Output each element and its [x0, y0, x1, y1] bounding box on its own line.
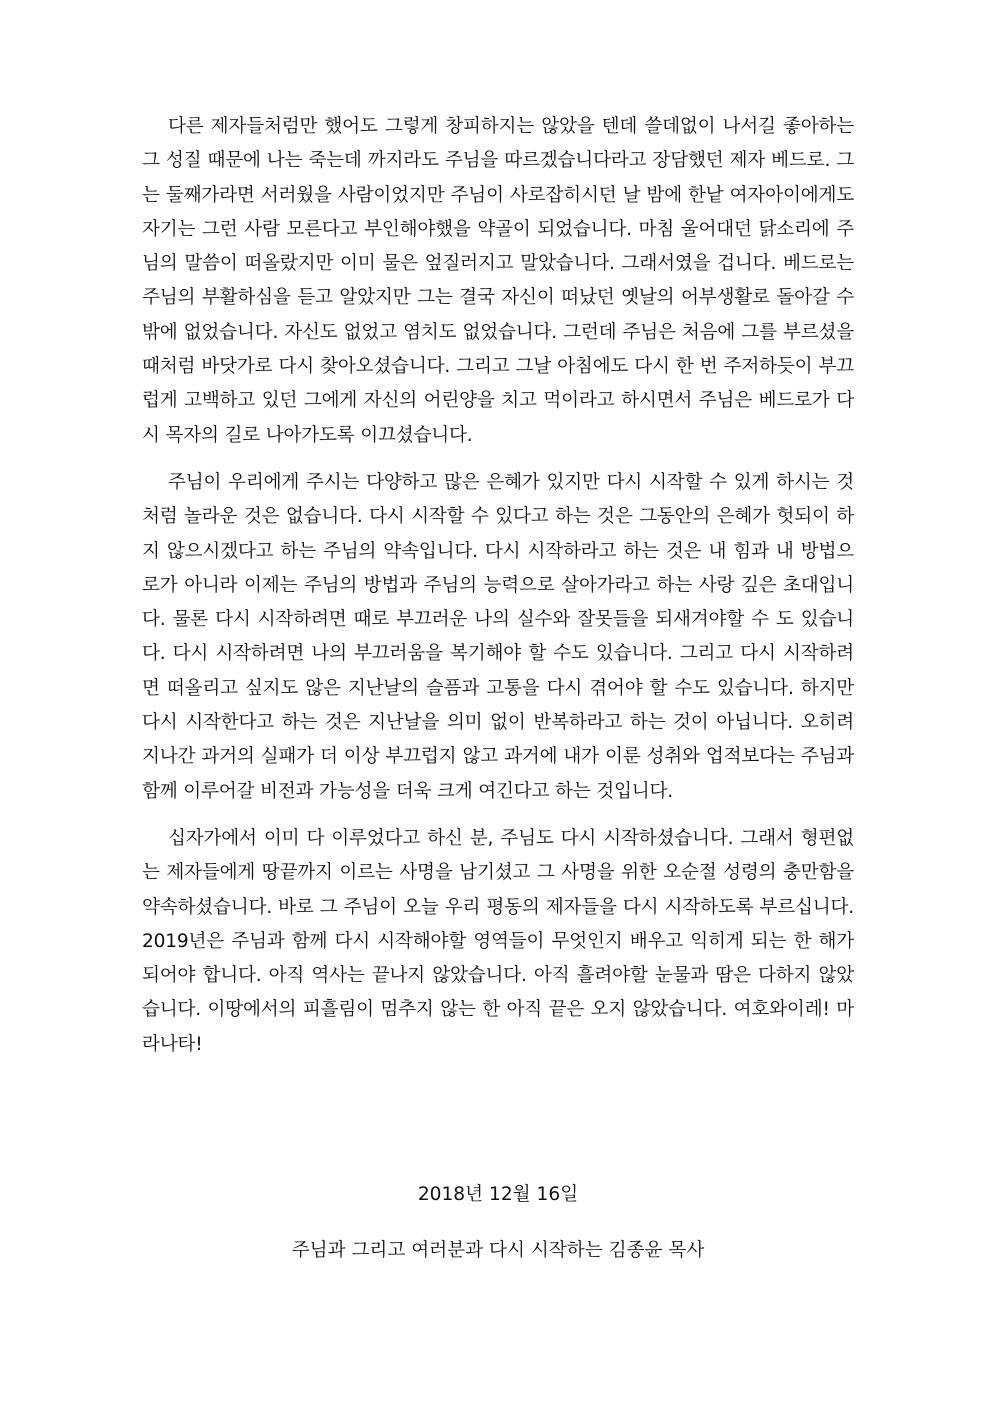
paragraph-3: 십자가에서 이미 다 이루었다고 하신 분, 주님도 다시 시작하셨습니다. 그래서 형편없는 제자들에게 땅끝까지 이르는 사명을 남기셨고 그 사명을 위한 오순절 성령의 충만함을 약속하셨습니다. 바로 그 주님이 오늘 우리 평동의 제자들을 다시 시작하도록 부르십니다. 2019년은 주님과 함께 다시 시작해야할 영역들이 무엇인지 배우고 익히게 되는 한 해가 되어야 합니다. 아직 역사는 끝나지 않았습니다. 아직 흘려야할 눈물과 땀은 다하지 않았습니다. 이땅에서의 피흘림이 멈추지 않는 한 아직 끝은 오지 않았습니다. 여호와이레! 마라나타!	[142, 827, 854, 1055]
author-signature: 주님과 그리고 여러분과 다시 시작하는 김종윤 목사	[291, 1240, 705, 1261]
paragraph-1: 다른 제자들처럼만 했어도 그렇게 창피하지는 않았을 텐데 쓸데없이 나서길 좋아하는 그 성질 때문에 나는 죽는데 까지라도 주님을 따르겠습니다라고 장담했던 제자 베드로. 그는 둘째가라면 서러웠을 사람이었지만 주님이 사로잡히시던 날 밤에 한낱 여자아이에게도 자기는 그런 사람 모른다고 부인해야했을 약골이 되었습니다. 마침 울어대던 닭소리에 주님의 말씀이 떠올랐지만 이미 물은 엎질러지고 말았습니다. 그래서였을 겁니다. 베드로는 주님의 부활하심을 듣고 알았지만 그는 결국 자신이 떠났던 옛날의 어부생활로 돌아갈 수 밖에 없었습니다. 자신도 없었고 염치도 없었습니다. 그런데 주님은 처음에 그를 부르셨을 때처럼 바닷가로 다시 찾아오셨습니다. 그리고 그날 아침에도 다시 한 번 주저하듯이 부끄럽게 고백하고 있던 그에게 자신의 어린양을 치고 먹이라고 하시면서 주님은 베드로가 다시 목자의 길로 나아가도록 이끄셨습니다.	[142, 116, 854, 446]
paragraph-2: 주님이 우리에게 주시는 다양하고 많은 은혜가 있지만 다시 시작할 수 있게 하시는 것처럼 놀라운 것은 없습니다. 다시 시작할 수 있다고 하는 것은 그동안의 은혜가 헛되이 하지 않으시겠다고 하는 주님의 약속입니다. 다시 시작하라고 하는 것은 내 힘과 내 방법으로가 아니라 이제는 주님의 방법과 주님의 능력으로 살아가라고 하는 사랑 깊은 초대입니다. 물론 다시 시작하려면 때로 부끄러운 나의 실수와 잘못들을 되새겨야할 수 도 있습니다. 다시 시작하려면 나의 부끄러움을 복기해야 할 수도 있습니다. 그리고 다시 시작하려면 떠올리고 싶지도 않은 지난날의 슬픔과 고통을 다시 겪어야 할 수도 있습니다. 하지만 다시 시작한다고 하는 것은 지난날을 의미 없이 반복하라고 하는 것이 아닙니다. 오히려 지나간 과거의 실패가 더 이상 부끄럽지 않고 과거에 내가 이룬 성취와 업적보다는 주님과 함께 이루어갈 비전과 가능성을 더욱 크게 여긴다고 하는 것입니다.	[142, 471, 854, 802]
document-body	[142, 110, 854, 1062]
document-date: 2018년 12월 16일	[417, 1184, 579, 1205]
